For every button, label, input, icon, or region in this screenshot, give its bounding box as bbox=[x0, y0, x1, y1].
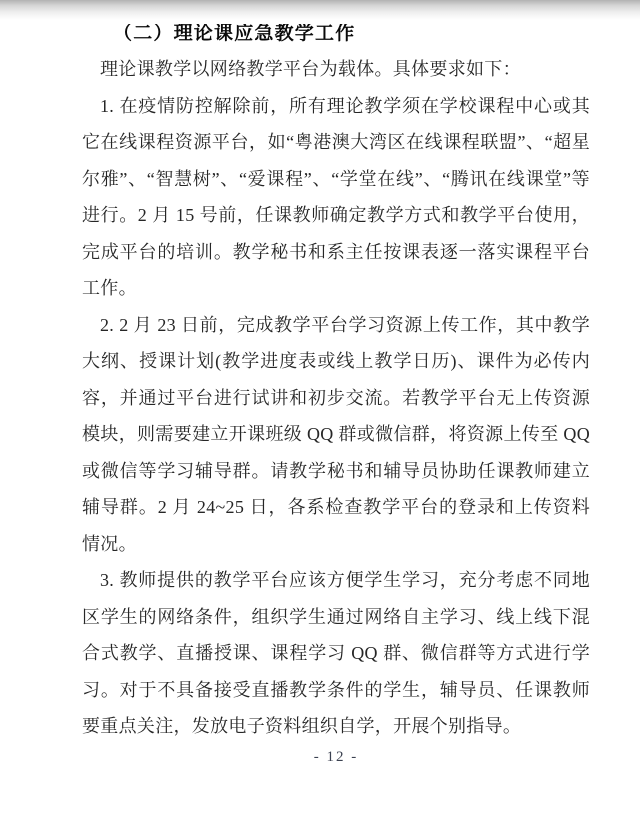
document-body bbox=[82, 24, 590, 736]
section-heading: （二）理论课应急教学工作 bbox=[113, 24, 356, 44]
page-top-shadow bbox=[0, 0, 640, 20]
paragraph-item-1: 1. 在疫情防控解除前，所有理论教学须在学校课程中心或其它在线课程资源平台，如“粤港澳大湾区在线课程联盟”、“超星尔雅”、“智慧树”、“爱课程”、“学堂在线”、“腾讯在线课堂”等进行。2 月 15 号前，任课教师确定教学方式和教学平台使用，完成平台的培训。教学秘书和系主任按课表逐一落实课程平台工作。 bbox=[82, 95, 590, 298]
paragraph-intro: 理论课教学以网络教学平台为载体。具体要求如下： bbox=[100, 59, 521, 79]
page-number: - 12 - bbox=[313, 749, 359, 765]
paragraph-item-3: 3. 教师提供的教学平台应该方便学生学习，充分考虑不同地区学生的网络条件，组织学生通过网络自主学习、线上线下混合式教学、直播授课、课程学习 QQ 群、微信群等方式进行学习。对于不具备接受直播教学条件的学生，辅导员、任课教师要重点关注，发放电子资料组织自学，开展个别指导。 bbox=[82, 570, 590, 736]
paragraph-item-2: 2. 2 月 23 日前，完成教学平台学习资源上传工作，其中教学大纲、授课计划(教学进度表或线上教学日历)、课件为必传内容，并通过平台进行试讲和初步交流。若教学平台无上传资源模块，则需要建立开课班级 QQ 群或微信群，将资源上传至 QQ 或微信等学习辅导群。请教学秘书和辅导员协助任课教师建立辅导群。2 月 24~25 日，各系检查教学平台的登录和上传资料情况。 bbox=[82, 314, 590, 554]
